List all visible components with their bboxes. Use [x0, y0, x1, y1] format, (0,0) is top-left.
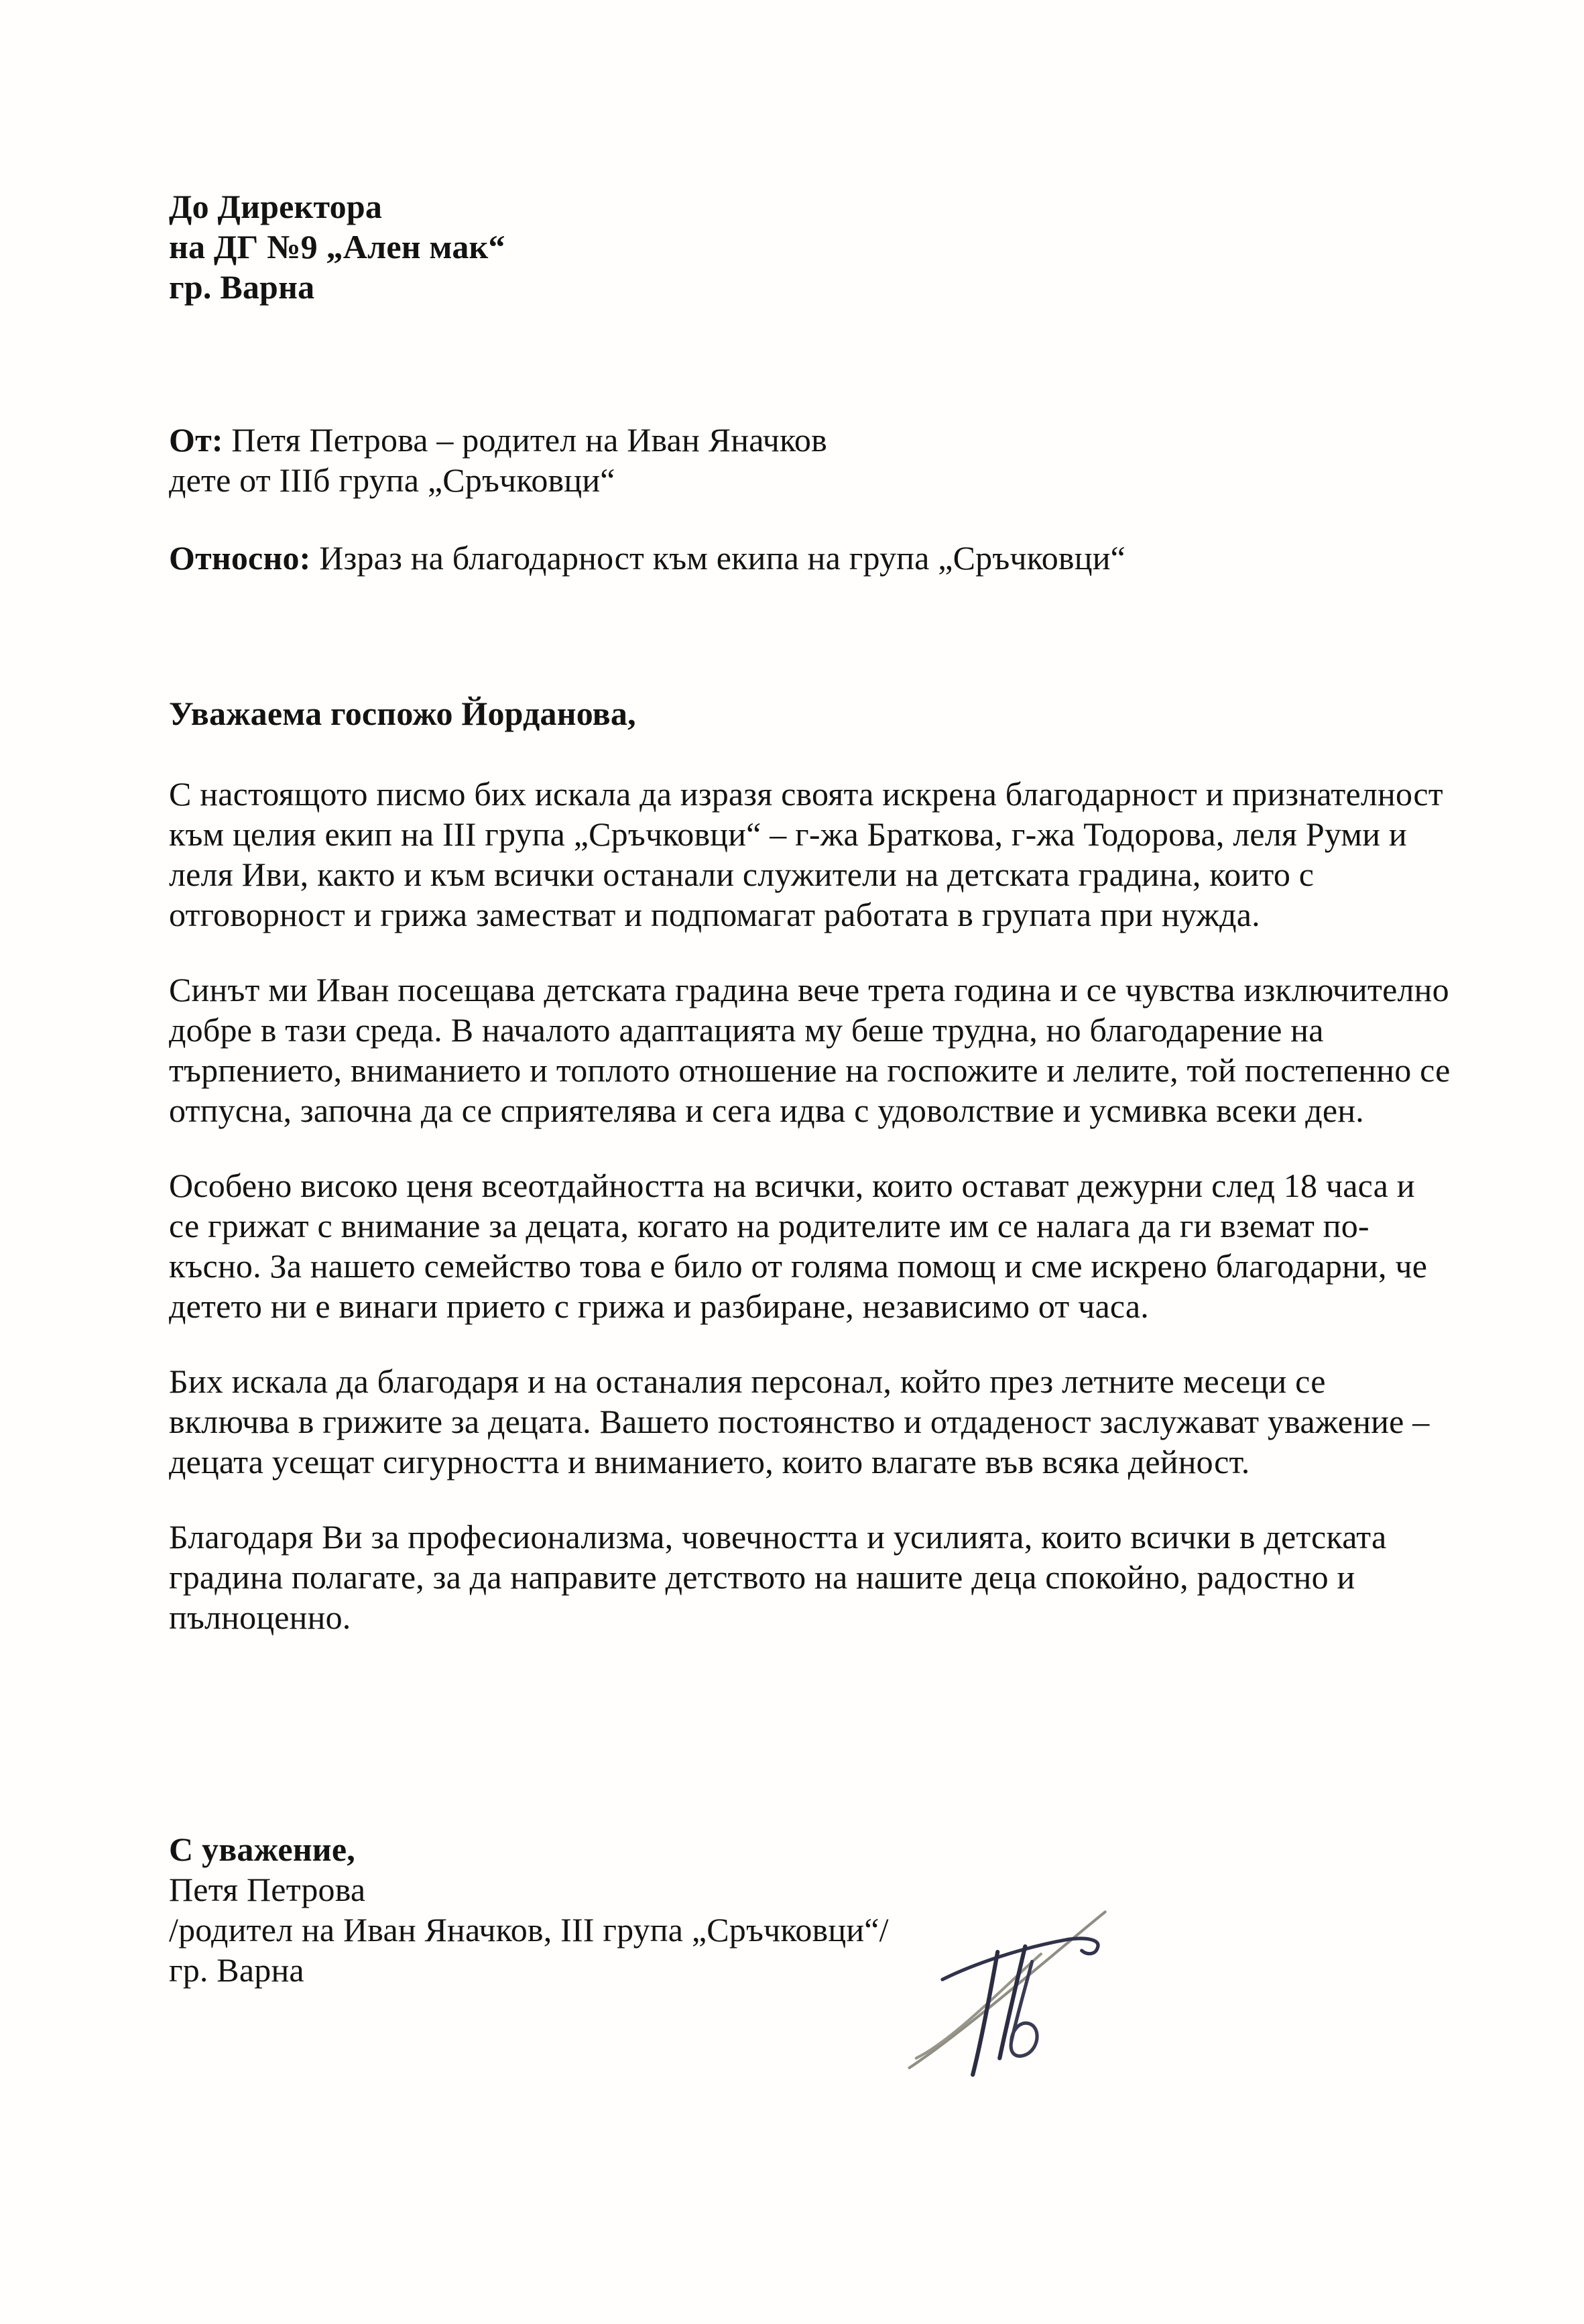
- closing-block: [169, 1829, 1453, 1990]
- letter-content: [169, 0, 1453, 1990]
- recipient-line: До Директора: [169, 188, 383, 225]
- handwritten-signature-icon: [897, 1885, 1138, 2109]
- subject-text: Израз на благодарност към екипа на група „Сръчковци“: [310, 539, 1126, 577]
- from-value: Петя Петрова – родител на Иван Яначков: [223, 421, 827, 459]
- recipient-line: на ДГ №9 „Ален мак“: [169, 228, 505, 266]
- closing-role: /родител на Иван Яначков, III група „Сръчковци“/: [169, 1911, 889, 1949]
- letter-body: [169, 774, 1453, 1637]
- subject-line: [169, 538, 1453, 578]
- recipient-line: гр. Варна: [169, 268, 315, 306]
- sender-block: [169, 420, 1453, 500]
- body-paragraph: Синът ми Иван посещава детската градина вече трета година и се чувства изключително добре в тази среда. В началото адаптацията му беше трудна, но благодарение на търпението, вниманието и топлото отношение на госпожите и лелите, той постепенно се отпусна, започна да се сприятелява и сега идва с удоволствие и усмивка всеки ден.: [169, 971, 1451, 1129]
- body-paragraph: Благодаря Ви за професионализма, човечността и усилията, които всички в детската градина полагате, за да направите детството на нашите деца спокойно, радостно и пълноценно.: [169, 1518, 1387, 1636]
- closing-regards: С уважение,: [169, 1831, 355, 1868]
- body-paragraph: Особено високо ценя всеотдайността на всички, които остават дежурни след 18 часа и се грижат с внимание за децата, когато на родителите им се налага да ги вземат по-късно. За нашето семейство това е било от голяма помощ и сме искрено благодарни, че детето ни е винаги прието с грижа и разбиране, независимо от часа.: [169, 1167, 1428, 1325]
- closing-city: гр. Варна: [169, 1951, 304, 1989]
- sender-line: [169, 420, 1453, 460]
- sender-child-line: дете от IIIб група „Сръчковци“: [169, 461, 615, 499]
- closing-name: Петя Петрова: [169, 1871, 366, 1908]
- subject-label: Относно:: [169, 539, 311, 577]
- body-paragraph: Бих искала да благодаря и на останалия персонал, който през летните месеци се включва в грижите за децата. Вашето постоянство и отдаденост заслужават уважение – децата усещат сигурността и вниманието, които влагате във всяка дейност.: [169, 1362, 1430, 1480]
- from-label: От:: [169, 421, 223, 459]
- recipient-block: [169, 0, 1453, 307]
- salutation: Уважаема госпожо Йорданова,: [169, 695, 636, 732]
- body-paragraph: С настоящото писмо бих искала да изразя своята искрена благодарност и признателност към целия екип на III група „Сръчковци“ – г-жа Браткова, г-жа Тодорова, леля Руми и леля Иви, както и към всички останали служители на детската градина, които с отговорност и грижа заместват и подпомагат работата в групата при нужда.: [169, 775, 1443, 933]
